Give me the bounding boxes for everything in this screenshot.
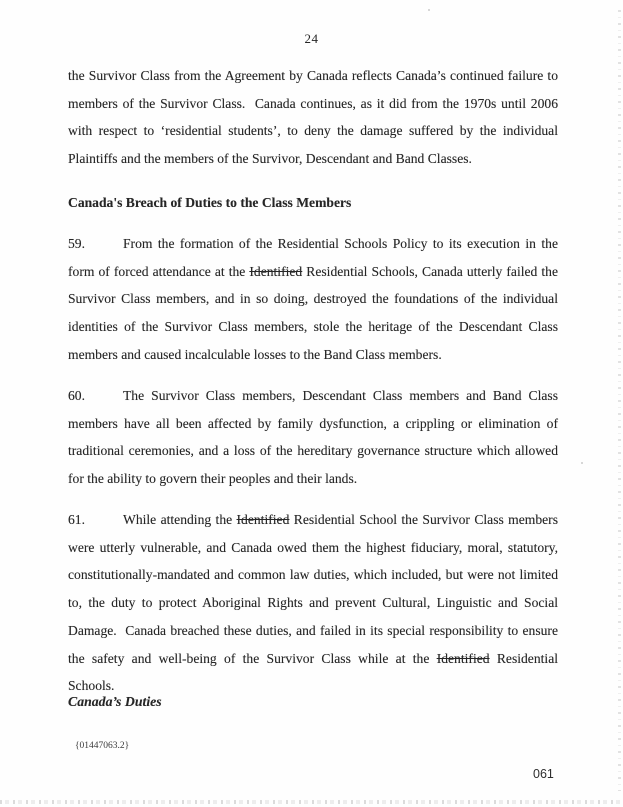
paragraph-59-number: 59. <box>68 236 85 251</box>
paragraph-60-text: The Survivor Class members, Descendant Class members and Band Class members have all been affected by family dysfunction, a crippling or elimination of traditional ceremonies, and a loss of the hereditary governance structure which allowed for the ability to govern their peoples and their lands. <box>68 388 558 487</box>
scan-noise-right-edge <box>618 10 621 791</box>
paragraph-61-number: 61. <box>68 512 85 527</box>
bates-stamp-number: 061 <box>533 767 554 781</box>
paragraph-61-text-end: Residential Schools. <box>68 650 559 694</box>
scan-speck <box>581 462 583 464</box>
paragraph-59 <box>68 230 558 369</box>
intro-paragraph: the Survivor Class from the Agreement by Canada reflects Canada’s continued failure to members of the Survivor Class. Canada continues, as it did from the 1970s until 2006 with respect to ‘residential students’, to deny the damage suffered by the individual Plaintiffs and the members of the Survivor, Descendant and Band Classes. <box>68 68 558 167</box>
scan-noise-bottom-edge <box>0 800 623 804</box>
paragraph-61-text-cont: Residential School the Survivor Class members were utterly vulnerable, and Canada owed them the highest fiduciary, moral, statutory, constitutionally-mandated and common law duties, which included, but were not limited to, the duty to protect Aboriginal Rights and prevent Cultural, Linguistic and Social Damage. Canada breached these duties, and failed in its special responsibility to ensure the safety and well-being of the Survivor Class while at the <box>68 512 558 666</box>
paragraph-61-text: While attending the <box>123 512 237 527</box>
page-number-header: 24 <box>304 31 319 46</box>
paragraph-61-struck-word-1: Identified <box>236 512 290 527</box>
scan-speck <box>428 9 430 11</box>
subsection-heading: Canada’s Duties <box>68 694 162 709</box>
paragraph-61 <box>68 506 558 700</box>
paragraph-61-struck-word-2: Identified <box>436 650 490 666</box>
section-heading: Canada's Breach of Duties to the Class Members <box>68 195 352 210</box>
footer-file-number: {01447063.2} <box>75 741 130 751</box>
paragraph-59-text: From the formation of the Residential Schools Policy to its execution in the form of forced attendance at the <box>68 236 558 279</box>
paragraph-59-struck-word: Identified <box>249 263 303 279</box>
paragraph-60-number: 60. <box>68 388 85 403</box>
paragraph-60 <box>68 382 558 493</box>
paragraph-59-text-cont: Residential Schools, Canada utterly failed the Survivor Class members, and in so doing, destroyed the foundations of the individual identities of the Survivor Class members, stole the heritage of the Descendant Class members and caused incalculable losses to the Band Class members. <box>68 263 558 362</box>
